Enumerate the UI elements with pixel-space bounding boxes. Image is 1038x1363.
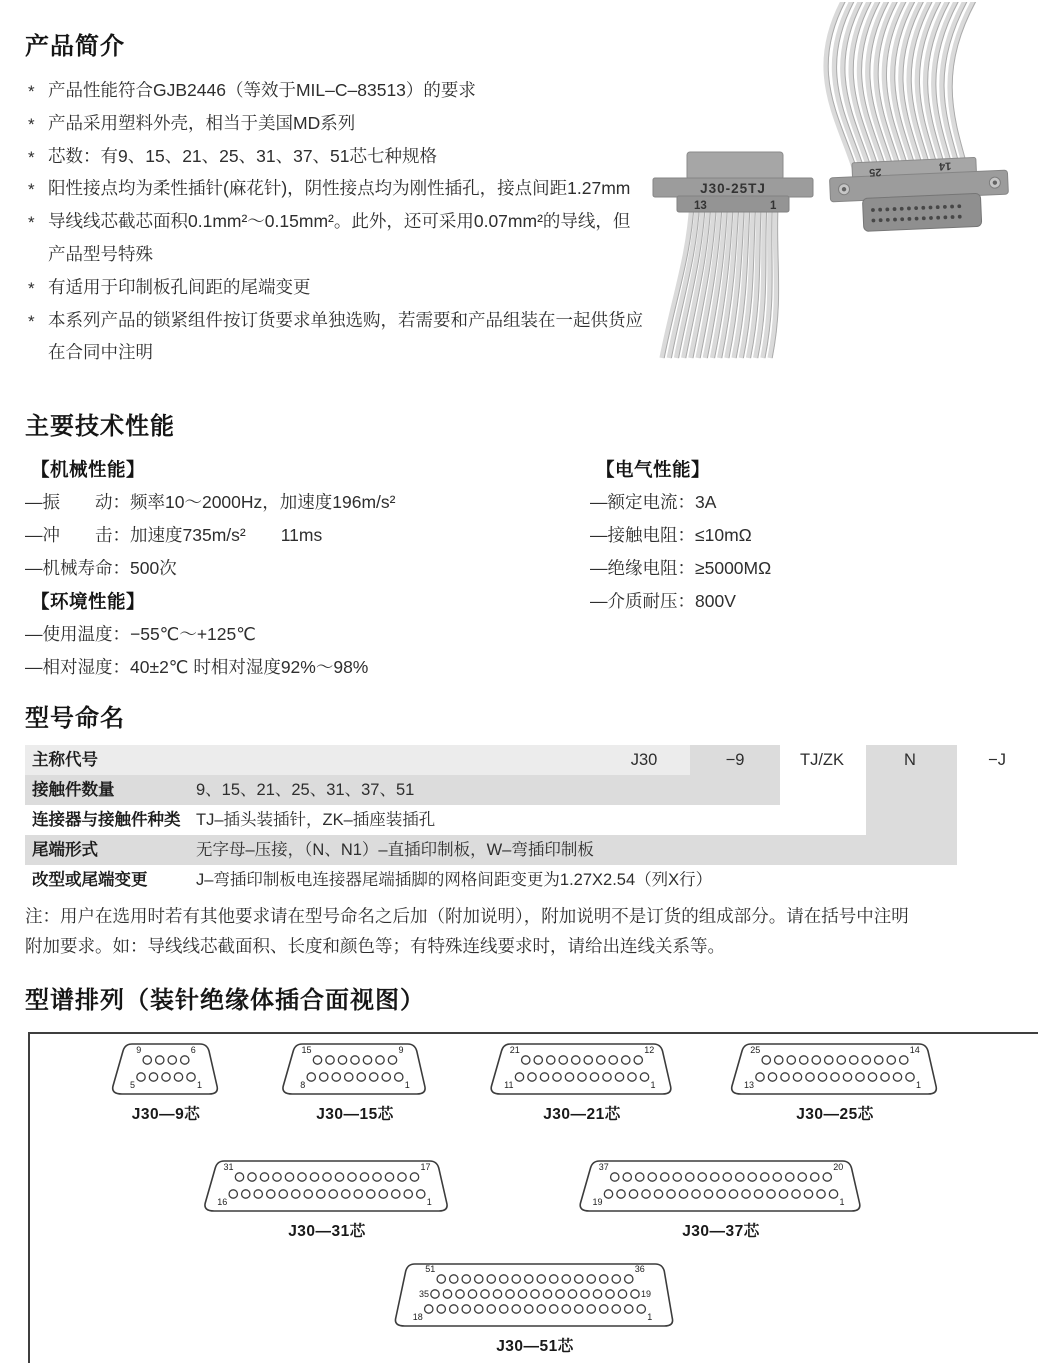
connector-face-svg	[110, 1043, 222, 1097]
connector-face-svg	[489, 1043, 676, 1097]
socket-mating-face	[862, 193, 981, 231]
pin-number-label: 31	[223, 1162, 234, 1172]
connector-face-svg	[280, 1043, 430, 1097]
socket-pin25-marking: 25	[868, 165, 882, 179]
bullet-item	[25, 304, 643, 370]
pin-number-label: 9	[398, 1045, 404, 1055]
perf-row-current: —额定电流：3A	[590, 492, 717, 512]
connector-outline	[580, 1161, 860, 1211]
naming-code-tjzk: TJ/ZK	[800, 751, 844, 769]
connector-caption: J30—15芯	[316, 1106, 394, 1123]
connector-caption: J30—25芯	[796, 1106, 874, 1123]
connector-face-svg	[202, 1160, 452, 1214]
spectrum-section-title: 型谱排列（装针绝缘体插合面视图）	[25, 987, 425, 1014]
connector-diagram-j30-51	[393, 1263, 678, 1356]
perf-row-humidity: —相对湿度：40±2℃ 时相对湿度92%～98%	[25, 657, 369, 677]
naming-value-tail-form: 无字母–压接，（N、N1）–直插印制板，W–弯插印制板	[196, 841, 594, 859]
pin-number-label: 21	[509, 1045, 520, 1055]
pin-number-label: 1	[839, 1197, 845, 1207]
mechanical-performance-block	[25, 453, 577, 684]
naming-code-n: N	[904, 751, 916, 769]
wire-bundle-left-icon	[662, 202, 779, 358]
pin-number-label: 36	[634, 1264, 645, 1274]
pin-number-label: 8	[300, 1080, 306, 1090]
pin-number-label: 9	[136, 1045, 142, 1055]
socket-connector-icon	[829, 156, 1010, 233]
pin-number-label: 17	[420, 1162, 431, 1172]
connector-diagram-j30-31	[202, 1160, 452, 1241]
pin-number-label: 18	[412, 1312, 423, 1322]
pin-number-label: 25	[750, 1045, 761, 1055]
bullet-text: 阳性接点均为柔性插针(麻花针)，阴性接点均为刚性插孔，接点间距1.27mm	[48, 178, 631, 199]
pin-number-label: 14	[909, 1045, 920, 1055]
bullet-marker: *	[28, 180, 35, 200]
connector-face-svg	[393, 1263, 678, 1329]
pin-number-label: 1	[404, 1080, 410, 1090]
perf-row-dielectric: —介质耐压：800V	[590, 591, 736, 611]
pin-number-label: 15	[301, 1045, 312, 1055]
plug-pin13-marking: 13	[694, 200, 707, 212]
naming-label-variant: 改型或尾端变更	[32, 871, 148, 889]
naming-value-connector-type: TJ–插头装插针，ZK–插座装插孔	[196, 811, 436, 829]
connector-caption: J30—51芯	[496, 1338, 574, 1355]
naming-code-j: −J	[988, 751, 1006, 769]
connector-diagram-j30-9	[110, 1043, 222, 1124]
pin-number-label: 1	[197, 1080, 203, 1090]
bullet-item	[25, 172, 643, 205]
bullet-item	[25, 271, 643, 304]
connector-diagram-j30-25	[729, 1043, 941, 1124]
connector-caption: J30—9芯	[131, 1106, 201, 1123]
pin-number-label: 1	[650, 1080, 656, 1090]
tech-section-title: 主要技术性能	[25, 413, 175, 440]
bullet-text: 有适用于印制板孔间距的尾端变更	[48, 276, 311, 297]
product-photo	[648, 2, 1038, 360]
naming-label-main-code: 主称代号	[32, 751, 98, 769]
plug-pin1-marking: 1	[770, 200, 777, 212]
bullet-text: 本系列产品的锁紧组件按订货要求单独选购，若需要和产品组装在一起供货应在合同中注明	[48, 309, 643, 363]
pin-number-label: 5	[129, 1080, 135, 1090]
connector-caption: J30—31芯	[288, 1223, 366, 1240]
naming-row-band-1	[25, 745, 690, 775]
bullet-text: 导线线芯截芯面积0.1mm²～0.15mm²。此外，还可采用0.07mm²的导线，但产品型号特殊	[48, 211, 631, 264]
bullet-text: 产品采用塑料外壳，相当于美国MD系列	[48, 112, 356, 133]
naming-section-title: 型号命名	[25, 705, 125, 732]
connector-outline	[205, 1161, 447, 1211]
pin-number-label: 6	[190, 1045, 196, 1055]
pin-number-label: 13	[743, 1080, 754, 1090]
naming-label-tail-form: 尾端形式	[32, 841, 98, 859]
perf-row-insulation-resistance: —绝缘电阻：≥5000MΩ	[590, 558, 772, 578]
intro-section-title: 产品简介	[25, 33, 125, 60]
bullet-marker: *	[28, 147, 35, 167]
pin-number-label: 1	[426, 1197, 432, 1207]
pin-number-label: 20	[833, 1162, 844, 1172]
electrical-heading: 【电气性能】	[596, 459, 711, 480]
bullet-marker: *	[28, 278, 35, 298]
electrical-performance-block	[590, 453, 1035, 618]
perf-row-vibration: —振 动：频率10～2000Hz，加速度196m/s²	[25, 492, 396, 512]
naming-code-9: −9	[725, 751, 745, 769]
connector-caption: J30—21芯	[543, 1106, 621, 1123]
naming-value-contact-count: 9、15、21、25、31、37、51	[196, 781, 415, 799]
connector-diagram-j30-37	[578, 1160, 865, 1241]
bullet-marker: *	[28, 114, 35, 134]
pin-number-label: 51	[425, 1264, 436, 1274]
bullet-item	[25, 205, 643, 271]
environment-heading: 【环境性能】	[31, 591, 146, 612]
naming-value-variant: J–弯插印制板电连接器尾端插脚的网格间距变更为1.27X2.54（列X行）	[196, 871, 713, 889]
perf-row-mech-life: —机械寿命：500次	[25, 558, 177, 578]
connector-diagram-j30-21	[489, 1043, 676, 1124]
bullet-item	[25, 74, 643, 107]
plug-rear-housing	[687, 152, 783, 180]
connector-caption: J30—37芯	[682, 1223, 760, 1240]
pin-number-label: 11	[504, 1080, 514, 1090]
connector-face-svg	[729, 1043, 941, 1097]
plug-model-label: J30-25TJ	[700, 181, 766, 196]
pin-number-label: 16	[217, 1197, 228, 1207]
wire-bundle-right-icon	[826, 2, 979, 180]
intro-bullet-list	[25, 74, 643, 369]
naming-note-line1: 注：用户在选用时若有其他要求请在型号命名之后加（附加说明），附加说明不是订货的组成部分。请在括号中注明	[25, 906, 909, 926]
bullet-text: 产品性能符合GJB2446（等效于MIL–C–83513）的要求	[48, 80, 476, 100]
bullet-marker: *	[28, 82, 35, 101]
perf-row-temperature: —使用温度：−55℃～+125℃	[25, 624, 256, 644]
connector-outline	[732, 1044, 937, 1094]
bullet-marker: *	[28, 213, 35, 233]
naming-note-line2: 附加要求。如：导线线芯截面积、长度和颜色等；有特殊连线要求时，请给出连线关系等。	[25, 936, 725, 956]
pin-number-label: 19	[641, 1289, 652, 1299]
pin-number-label: 19	[592, 1197, 603, 1207]
bullet-item	[25, 107, 643, 140]
pin-number-label: 12	[644, 1045, 655, 1055]
connector-diagram-j30-15	[280, 1043, 430, 1124]
pin-number-label: 1	[647, 1312, 653, 1322]
socket-pin14-marking: 14	[938, 159, 952, 173]
perf-row-shock: —冲 击：加速度735m/s² 11ms	[25, 525, 323, 545]
bullet-text: 芯数：有9、15、21、25、31、37、51芯七种规格	[48, 145, 438, 166]
naming-code-j30: J30	[630, 751, 658, 769]
naming-label-connector-type: 连接器与接触件种类	[32, 811, 181, 829]
pin-number-label: 1	[916, 1080, 922, 1090]
naming-label-contact-count: 接触件数量	[32, 781, 115, 799]
mechanical-heading: 【机械性能】	[31, 459, 146, 480]
pin-number-label: 37	[598, 1162, 609, 1172]
pin-number-label: 35	[418, 1289, 429, 1299]
bullet-marker: *	[28, 311, 35, 331]
bullet-item	[25, 140, 643, 173]
perf-row-contact-resistance: —接触电阻：≤10mΩ	[590, 525, 752, 545]
plug-connector-icon	[653, 152, 813, 212]
connector-face-svg	[578, 1160, 865, 1214]
